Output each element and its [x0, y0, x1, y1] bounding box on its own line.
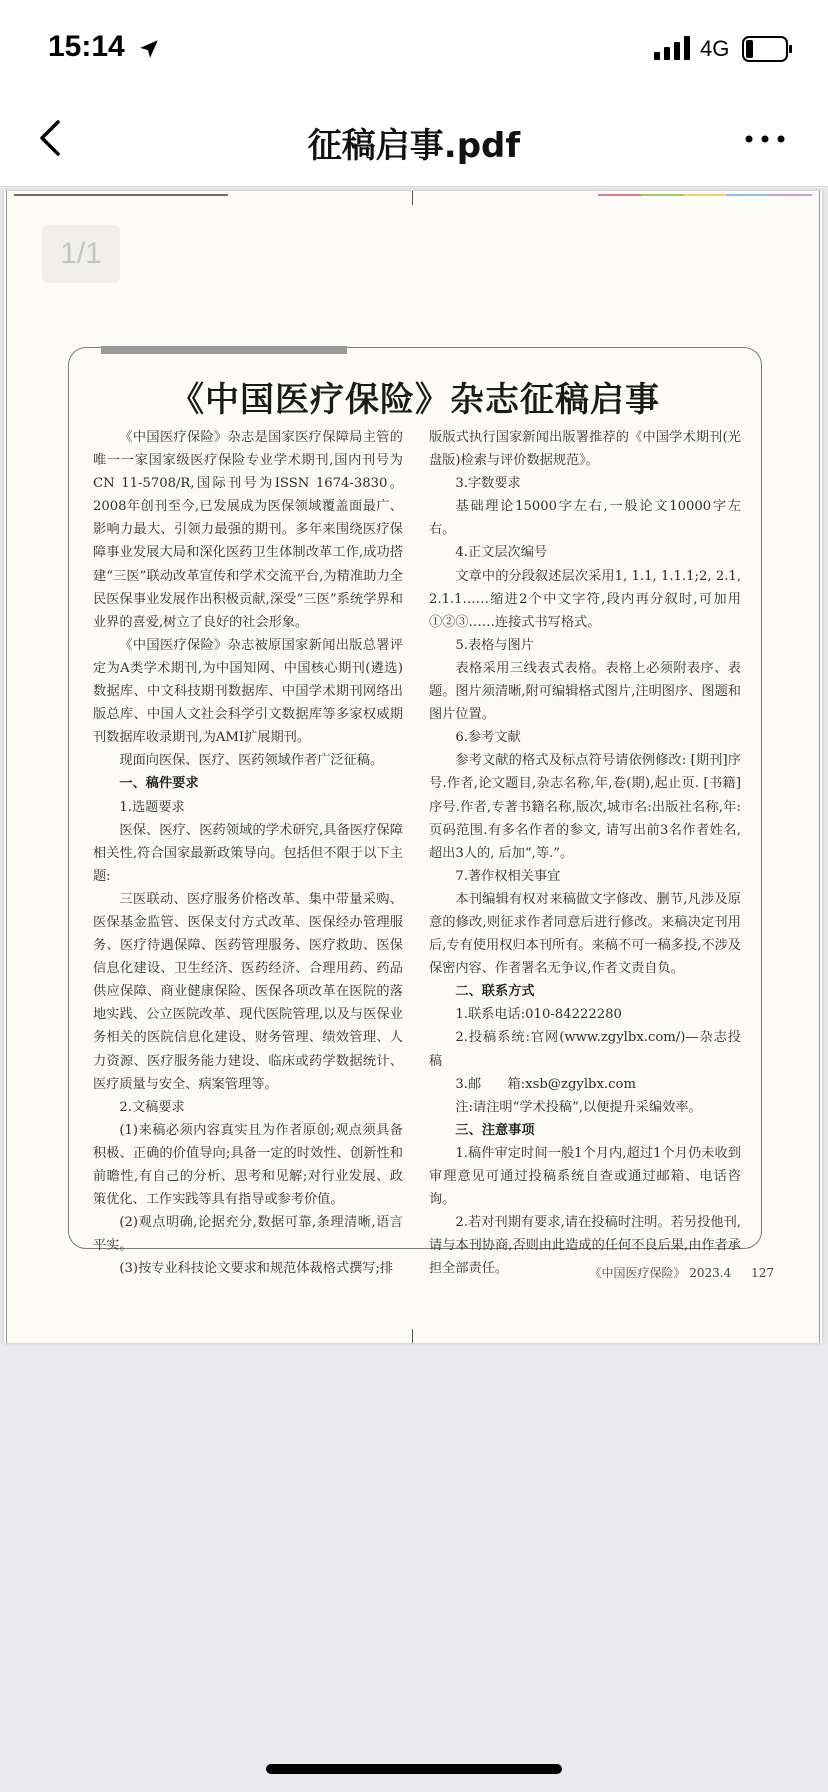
paragraph: 1.稿件审定时间一般1个月内,超过1个月仍未收到审理意见可通过投稿系统自查或通过邮箱、电话咨询。: [429, 1145, 741, 1208]
document-title: 征稿启事.pdf: [307, 126, 521, 166]
footer-journal: 《中国医疗保险》 2023.4: [589, 1266, 732, 1280]
paragraph: 2.投稿系统:官网(www.zgylbx.com/)—杂志投稿: [429, 1030, 741, 1069]
subsection-heading: 7.著作权相关事宜: [455, 868, 561, 884]
status-time: 15:14: [48, 30, 125, 63]
subsection-heading: 3.字数要求: [455, 476, 521, 492]
section-heading: 三、注意事项: [455, 1122, 535, 1138]
paragraph: 文章中的分段叙述层次采用1, 1.1, 1.1.1;2, 2.1, 2.1.1……缩进2个中文字符,段内再分叙时,可加用①②③……连接式书写格式。: [429, 568, 741, 630]
subsection-heading: 2.文稿要求: [119, 1099, 185, 1115]
pdf-viewer[interactable]: [0, 187, 828, 1792]
article-column-right: [429, 426, 741, 1280]
paragraph: 本刊编辑有权对来稿做文字修改、删节,凡涉及原意的修改,则征求作者同意后进行修改。来稿决定刊用后,专有使用权归本刊所有。来稿不可一稿多投,不涉及保密内容、作者署名无争议,作者文责自负。: [429, 891, 741, 977]
status-bar: [0, 0, 828, 92]
more-options-icon[interactable]: [740, 122, 790, 156]
article-title: 《中国医疗保险》杂志征稿启事: [170, 380, 660, 420]
location-arrow-icon: [138, 38, 160, 60]
subsection-heading: 5.表格与图片: [455, 637, 534, 653]
navigation-bar: [0, 92, 828, 187]
section-heading: 一、稿件要求: [119, 776, 199, 792]
paragraph: 注:请注明“学术投稿”,以便提升采编效率。: [455, 1099, 702, 1115]
battery-icon: [742, 36, 794, 62]
pdf-page[interactable]: [4, 191, 822, 1343]
cellular-signal-icon: [654, 36, 692, 60]
subsection-heading: 1.选题要求: [119, 799, 185, 815]
paragraph: 医保、医疗、医药领域的学术研究,具备医疗保障相关性,符合国家最新政策导向。包括但不限于以下主题:: [93, 822, 403, 884]
page-edge: [6, 191, 7, 1343]
crop-tick: [412, 1329, 413, 1343]
article-column-left: [93, 426, 403, 1280]
section-heading: 二、联系方式: [455, 984, 535, 1000]
subsection-heading: 6.参考文献: [455, 730, 521, 746]
paragraph: 参考文献的格式及标点符号请依例修改: [期刊]序号.作者,论文题目,杂志名称,年,卷(期),起止页. [书籍]序号.作者,专著书籍名称,版次,城市名:出版社名称,年:页码范围.有多名作者的参文, 请写出前3名作者姓名, 超出3人的, 后加“,等.”。: [429, 753, 741, 861]
paragraph: 2.若对刊期有要求,请在投稿时注明。若另投他刊,请与本刊协商,否则由此造成的任何不良后果,由作者承担全部责任。: [429, 1215, 741, 1277]
footer-page-number: 127: [751, 1266, 774, 1280]
crop-tick: [412, 191, 413, 205]
paragraph: 基础理论15000字左右,一般论文10000字左右。: [429, 499, 741, 538]
paragraph: 1.联系电话:010-84222280: [455, 1007, 622, 1023]
paragraph: (2)观点明确,论据充分,数据可靠,条理清晰,语言平实。: [93, 1215, 403, 1254]
page-indicator: 1/1: [42, 225, 120, 283]
paragraph: 版版式执行国家新闻出版署推荐的《中国学术期刊(光盘版)检索与评价数据规范》。: [429, 430, 741, 469]
paragraph: 现面向医保、医疗、医药领域作者广泛征稿。: [119, 753, 384, 769]
paragraph: 表格采用三线表式表格。表格上必须附表序、表题。图片须清晰,附可编辑格式图片,注明图序、图题和图片位置。: [429, 660, 741, 723]
color-bar: [598, 194, 812, 196]
paragraph: 《中国医疗保险》杂志是国家医疗保障局主管的唯一一家国家级医疗保险专业学术期刊,国内刊号为CN 11-5708/R,国际刊号为ISSN 1674-3830。2008年创刊至今,已发展成为医保领域覆盖面最广、影响力最大、引领力最强的期刊。多年来围绕医疗保障事业发展大局和深化医药卫生体制改革工作,成功搭建“三医”联动改革宣传和学术交流平台,为精准助力全民医保事业发展作出积极贡献,深受“三医”系统学界和业界的喜爱,树立了良好的社会形象。: [93, 430, 403, 630]
paragraph: 《中国医疗保险》杂志被原国家新闻出版总署评定为A类学术期刊,为中国知网、中国核心期刊(遴选)数据库、中文科技期刊数据库、中国学术期刊网络出版总库、中国人文社会科学引文数据库等多家权威期刊数据库收录期刊,为AMI扩展期刊。: [93, 637, 403, 746]
home-indicator[interactable]: [266, 1764, 562, 1774]
paragraph: 3.邮 箱:xsb@zgylbx.com: [455, 1076, 636, 1092]
paragraph: (3)按专业科技论文要求和规范体裁格式撰写;排: [119, 1261, 394, 1277]
crop-mark: [14, 194, 228, 196]
paragraph: 三医联动、医疗服务价格改革、集中带量采购、医保基金监管、医保支付方式改革、医保经办管理服务、医疗待遇保障、医药管理服务、医疗救助、医保信息化建设、卫生经济、医药经济、合理用药、药品供应保障、商业健康保险、医保各项改革在医院的落地实践、公立医院改革、现代医院管理,以及与医保业务相关的医院信息化建设、财务管理、绩效管理、人力资源、医疗服务能力建设、临床或药学数据统计、医疗质量与安全、病案管理等。: [93, 891, 403, 1092]
frame-accent-bar: [101, 346, 347, 354]
page-edge: [819, 191, 820, 1343]
subsection-heading: 4.正文层次编号: [455, 545, 548, 561]
paragraph: (1)来稿必须内容真实且为作者原创;观点须具备积极、正确的价值导向;具备一定的时效性、创新性和前瞻性,有自己的分析、思考和见解;对行业发展、政策优化、工作实践等具有指导或参考价值。: [93, 1122, 403, 1208]
page-footer: [573, 1264, 774, 1281]
network-type: 4G: [700, 36, 730, 61]
